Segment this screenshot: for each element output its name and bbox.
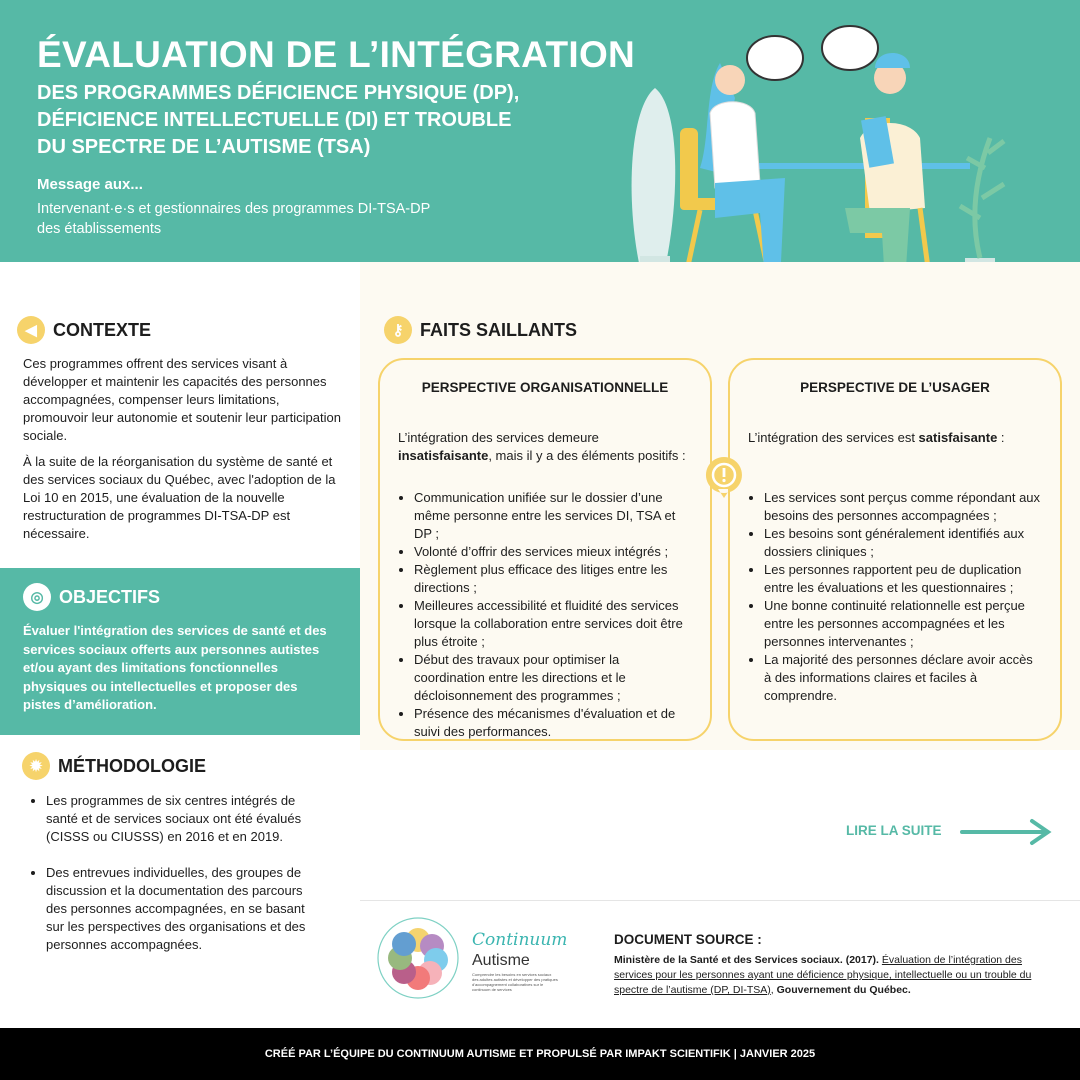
org-list bbox=[398, 489, 692, 741]
footer-bar bbox=[0, 1028, 1080, 1080]
faits-heading bbox=[384, 316, 577, 344]
card-intro bbox=[398, 429, 692, 465]
intro-emphasis: satisfaisante bbox=[918, 430, 998, 445]
target-icon: ◎ bbox=[23, 583, 51, 611]
objectifs-heading bbox=[23, 583, 160, 611]
usager-list bbox=[748, 489, 1042, 705]
list-item: • Les programmes de six centres intégrés de santé et de services sociaux ont été évalués (CISSS ou CIUSSS) en 2016 et en 2019. bbox=[46, 792, 324, 846]
page-title: ÉVALUATION DE L’INTÉGRATION bbox=[37, 34, 636, 75]
list-item: • Meilleures accessibilité et fluidité des services lorsque la collaboration entre services doit être plus étroite ; bbox=[414, 597, 692, 651]
paragraph: À la suite de la réorganisation du système de santé et des services sociaux du Québec, avec l'adoption de la Loi 10 en 2015, une évaluation de la nouvelle restructuration de programmes DI-TSA-DP est nécessaire. bbox=[23, 454, 336, 541]
divider bbox=[360, 900, 1080, 901]
list-item: • Les services sont perçus comme répondant aux besoins des personnes accompagnées ; bbox=[764, 489, 1042, 525]
message-label: Message aux... bbox=[37, 176, 143, 193]
citation-publisher: Gouvernement du Québec. bbox=[776, 984, 911, 996]
consultation-illustration bbox=[620, 18, 1060, 303]
list-item: • Les besoins sont généralement identifiés aux dossiers cliniques ; bbox=[764, 525, 1042, 561]
list-item: • Une bonne continuité relationnelle est perçue entre les personnes accompagnées et les personnes intervenantes ; bbox=[764, 597, 1042, 651]
card-intro bbox=[748, 429, 1042, 447]
list-item: • La majorité des personnes déclare avoir accès à des informations claires et faciles à comprendre. bbox=[764, 651, 1042, 705]
objectifs-section bbox=[0, 568, 360, 735]
logo-text: Continuum bbox=[472, 930, 568, 950]
subtitle-line: DES PROGRAMMES DÉFICIENCE PHYSIQUE (DP), bbox=[37, 82, 520, 104]
intro-text: , mais il y a des éléments positifs : bbox=[488, 448, 686, 463]
audience-line: Intervenant·e·s et gestionnaires des programmes DI-TSA-DP bbox=[37, 201, 431, 217]
subtitle-line: DU SPECTRE DE L’AUTISME (TSA) bbox=[37, 136, 371, 158]
intro-emphasis: insatisfaisante bbox=[398, 448, 489, 463]
page-subtitle bbox=[37, 80, 557, 161]
continuum-autisme-logo bbox=[376, 914, 566, 1004]
subtitle-line: DÉFICIENCE INTELLECTUELLE (DI) ET TROUBLE bbox=[37, 109, 512, 131]
section-title: OBJECTIFS bbox=[59, 586, 161, 607]
source-citation: Ministère de la Santé et des Services sociaux. (2017). Évaluation de l’intégration des services pour les personnes ayant une déficience physique, intellectuelle ou un trouble du spectre de l’autisme (DP, DI-TSA), Gouvernement du Québec. bbox=[614, 954, 1032, 996]
source-title: DOCUMENT SOURCE : bbox=[614, 932, 762, 947]
paragraph: Ces programmes offrent des services visant à développer et maintenir les capacités des personnes accompagnées, compenser leurs limitations, promouvoir leur autonomie et soutenir leur participation sociale. bbox=[23, 356, 341, 443]
footer-credit: CRÉÉ PAR L’ÉQUIPE DU CONTINUUM AUTISME ET PROPULSÉ PAR IMPAKT SCIENTIFIK | JANVIER 2025 bbox=[264, 1048, 816, 1060]
contexte-heading bbox=[17, 316, 151, 344]
section-title: FAITS SAILLANTS bbox=[420, 319, 577, 340]
flower-logo-icon bbox=[376, 916, 460, 1000]
intro-text: : bbox=[997, 430, 1005, 445]
megaphone-icon: ◀ bbox=[17, 316, 45, 344]
intro-text: L’intégration des services est bbox=[748, 430, 919, 445]
methodologie-heading bbox=[22, 752, 206, 780]
list-item: • Volonté d’offrir des services mieux intégrés ; bbox=[414, 543, 692, 561]
alert-icon bbox=[704, 455, 744, 499]
card-title: PERSPECTIVE ORGANISATIONNELLE bbox=[421, 380, 669, 395]
section-title: MÉTHODOLOGIE bbox=[58, 755, 206, 776]
citation-link[interactable]: Évaluation de l’intégration des services pour les personnes ayant une déficience physique, intellectuelle ou un trouble du spectre de l’autisme (DP, DI-TSA) bbox=[614, 954, 1032, 996]
contexte-text bbox=[23, 355, 343, 551]
usager-perspective-card bbox=[728, 358, 1062, 741]
intro-text: L’intégration des services demeure bbox=[398, 430, 599, 445]
org-perspective-card bbox=[378, 358, 712, 741]
objectifs-text: Évaluer l'intégration des services de santé et des services sociaux offerts aux personnes autistes et/ou ayant des limitations fonctionnelles physiques ou intellectuelles et proposer des pistes d’amélioration. bbox=[23, 623, 327, 712]
message-audience bbox=[37, 199, 517, 239]
logo-tagline: Comprendre les besoins en services sociaux des adultes autistes et développer des pratiques d'accompagnement collaboratives sur le continuum de services bbox=[472, 972, 558, 992]
citation-author: Ministère de la Santé et des Services sociaux. (2017). bbox=[614, 954, 879, 966]
list-item: • Des entrevues individuelles, des groupes de discussion et la documentation des parcours des personnes accompagnées, en se basant sur les perspectives des organisations et des personnes accompagnées. bbox=[46, 864, 324, 954]
gear-icon: ✹ bbox=[22, 752, 50, 780]
arrow-right-icon[interactable] bbox=[960, 818, 1052, 846]
list-item: • Les personnes rapportent peu de duplication entre les évaluations et les questionnaires ; bbox=[764, 561, 1042, 597]
key-icon: ⚷ bbox=[384, 316, 412, 344]
list-item: • Règlement plus efficace des litiges entre les directions ; bbox=[414, 561, 692, 597]
list-item: • Présence des mécanismes d'évaluation et de suivi des performances. bbox=[414, 705, 692, 741]
section-title: CONTEXTE bbox=[53, 319, 152, 340]
audience-line: des établissements bbox=[37, 221, 162, 237]
logo-text: Autisme bbox=[472, 952, 530, 969]
methodologie-list bbox=[24, 792, 324, 954]
list-item: • Début des travaux pour optimiser la coordination entre les directions et le décloisonnement des programmes ; bbox=[414, 651, 692, 705]
card-title: PERSPECTIVE DE L’USAGER bbox=[800, 380, 990, 395]
read-more-link[interactable]: LIRE LA SUITE bbox=[846, 823, 942, 838]
list-item: • Communication unifiée sur le dossier d’une même personne entre les services DI, TSA et DP ; bbox=[414, 489, 692, 543]
